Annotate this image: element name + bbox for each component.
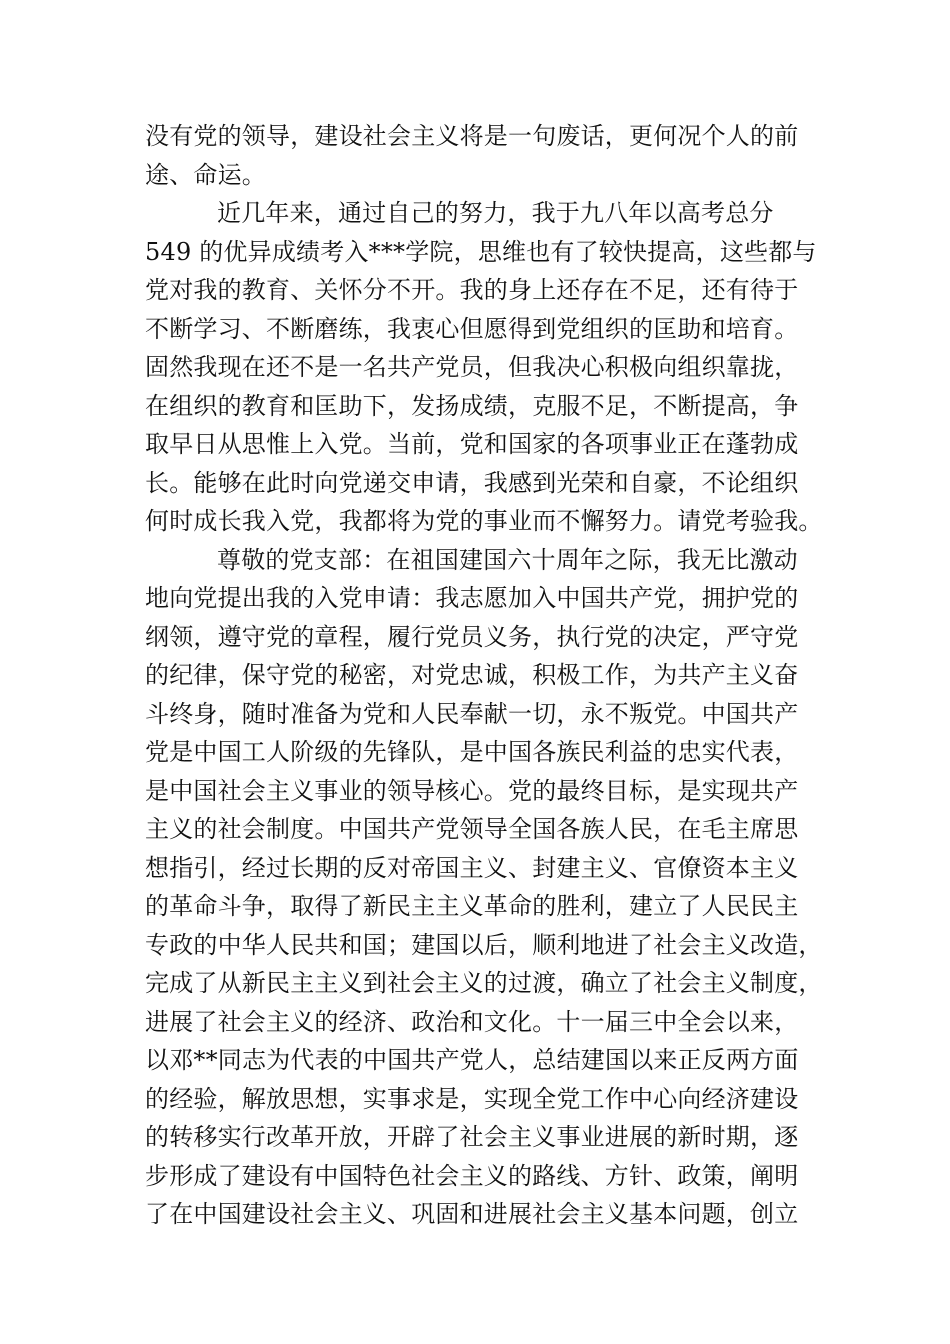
text-line: 步形成了建设有中国特色社会主义的路线、方针、政策，阐明 <box>145 1161 799 1190</box>
text-line: 没有党的领导，建设社会主义将是一句废话，更何况个人的前 <box>145 122 799 150</box>
text-line: 想指引，经过长期的反对帝国主义、封建主义、官僚资本主义 <box>145 853 799 882</box>
text-line: 党是中国工人阶级的先锋队，是中国各族民利益的忠实代表， <box>145 738 799 766</box>
text-line: 专政的中华人民共和国；建国以后，顺利地进了社会主义改造， <box>145 930 823 959</box>
text-line: 不断学习、不断磨练，我衷心但愿得到党组织的匡助和培育。 <box>145 314 799 343</box>
text-line: 途、命运。 <box>145 160 266 189</box>
body-text <box>145 117 823 1234</box>
text-line: 何时成长我入党，我都将为党的事业而不懈努力。请党考验我。 <box>145 507 823 535</box>
paragraph-first-line: 近几年来，通过自己的努力，我于九八年以高考总分 <box>217 199 774 227</box>
text-line: 完成了从新民主主义到社会主义的过渡，确立了社会主义制度， <box>145 969 823 997</box>
text-line: 主义的社会制度。中国共产党领导全国各族人民，在毛主席思 <box>145 815 799 843</box>
text-line: 549 的优异成绩考入***学院，思维也有了较快提高，这些都与 <box>145 237 817 266</box>
text-line: 纲领，遵守党的章程，履行党员义务，执行党的决定，严守党 <box>145 622 799 651</box>
text-line: 地向党提出我的入党申请：我志愿加入中国共产党，拥护党的 <box>145 584 799 612</box>
text-line: 进展了社会主义的经济、政治和文化。十一届三中全会以来， <box>145 1007 799 1036</box>
text-line: 了在中国建设社会主义、巩固和进展社会主义基本问题，创立 <box>145 1200 799 1228</box>
text-line: 固然我现在还不是一名共产党员，但我决心积极向组织靠拢， <box>145 353 799 381</box>
text-line: 的纪律，保守党的秘密，对党忠诚，积极工作，为共产主义奋 <box>145 661 799 689</box>
text-line: 取早日从思惟上入党。当前，党和国家的各项事业正在蓬勃成 <box>145 430 799 458</box>
text-line: 党对我的教育、关怀分不开。我的身上还存在不足，还有待于 <box>145 276 799 304</box>
text-line: 的经验，解放思想，实事求是，实现全党工作中心向经济建设 <box>145 1084 799 1113</box>
text-line: 的转移实行改革开放，开辟了社会主义事业进展的新时期，逐 <box>145 1123 799 1151</box>
text-line: 在组织的教育和匡助下，发扬成绩，克服不足，不断提高，争 <box>145 391 799 420</box>
text-line: 长。能够在此时向党递交申请，我感到光荣和自豪，不论组织 <box>145 468 799 497</box>
text-line: 的革命斗争，取得了新民主主义革命的胜利，建立了人民民主 <box>145 892 799 920</box>
paragraph-first-line: 尊敬的党支部：在祖国建国六十周年之际，我无比激动 <box>217 545 798 574</box>
text-line: 斗终身，随时准备为党和人民奉献一切，永不叛党。中国共产 <box>145 699 799 728</box>
text-line: 以邓**同志为代表的中国共产党人，总结建国以来正反两方面 <box>145 1046 799 1074</box>
text-line: 是中国社会主义事业的领导核心。党的最终目标，是实现共产 <box>145 776 799 805</box>
